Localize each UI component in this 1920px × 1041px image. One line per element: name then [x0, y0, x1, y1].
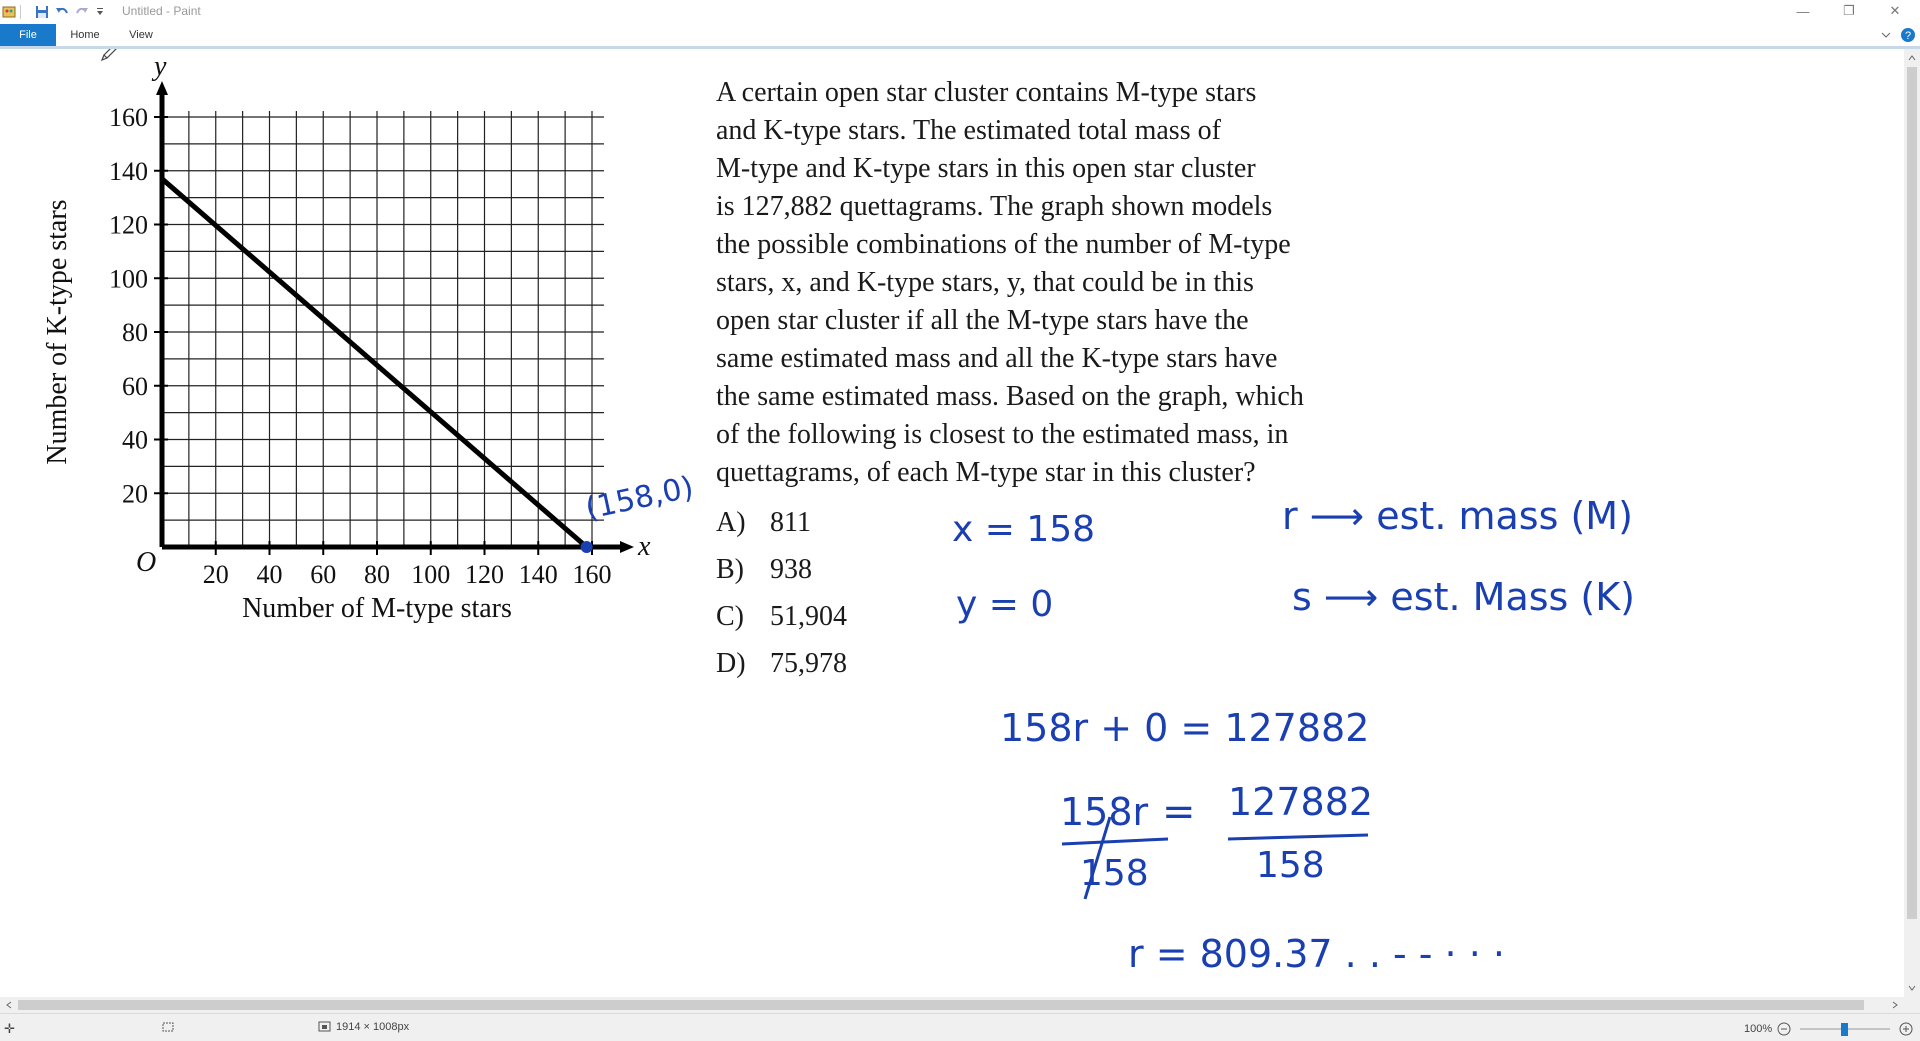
choice-letter: C) — [716, 601, 744, 632]
selection-size — [162, 1021, 176, 1033]
choice-value: 75,978 — [770, 648, 847, 679]
problem-line: quettagrams, of each M-type star in this cluster? — [716, 457, 1256, 488]
ticks — [109, 103, 612, 589]
y-tick-label: 60 — [122, 371, 148, 401]
choice-c — [716, 601, 847, 633]
y-tick-label: 40 — [122, 425, 148, 455]
x-axis-letter: x — [638, 531, 651, 562]
restore-button[interactable] — [1826, 0, 1872, 22]
customize-dropdown-icon[interactable] — [95, 5, 105, 19]
note-fraction-bar-right — [1228, 835, 1368, 839]
note-result: r = 809.37 . . - - · · · — [1128, 932, 1505, 976]
zoom-slider-thumb[interactable] — [1841, 1023, 1848, 1036]
handwritten-notes — [582, 470, 1635, 976]
choice-d — [716, 648, 847, 680]
problem-line: and K-type stars. The estimated total mass of — [716, 115, 1221, 146]
image-dimensions-text: 1914 × 1008px — [336, 1021, 410, 1033]
ribbon-collapse-icon[interactable] — [1880, 29, 1892, 41]
vertical-scroll-thumb[interactable] — [1907, 67, 1917, 919]
scroll-right-icon[interactable] — [1888, 997, 1902, 1013]
zoom-out-icon[interactable] — [1776, 1021, 1792, 1037]
zoom-slider[interactable] — [1796, 1021, 1894, 1037]
note-point-label: (158,0) — [582, 469, 697, 527]
horizontal-scrollbar[interactable] — [0, 997, 1904, 1013]
note-y-eq: y = 0 — [956, 584, 1054, 625]
y-axis-title: Number of K-type stars — [42, 199, 73, 465]
note-r-def: r ⟶ est. mass (M) — [1282, 494, 1633, 538]
series-line — [162, 179, 587, 547]
x-axis-title: Number of M-type stars — [242, 593, 512, 624]
y-tick-label: 80 — [122, 318, 148, 347]
tab-file[interactable]: File — [0, 24, 56, 46]
x-tick-label: 80 — [364, 560, 390, 589]
x-tick-label: 140 — [518, 560, 558, 589]
selection-icon — [162, 1021, 176, 1033]
note-div-left-num: 158r — [1060, 790, 1149, 834]
canvas[interactable] — [0, 49, 1904, 997]
x-tick-label: 60 — [310, 560, 337, 589]
scroll-down-icon[interactable] — [1904, 981, 1920, 995]
zoom-controls — [1744, 1021, 1914, 1037]
choice-letter: D) — [716, 648, 746, 679]
x-tick-label: 160 — [572, 560, 612, 589]
cursor-position — [4, 1021, 15, 1037]
zoom-in-icon[interactable] — [1898, 1021, 1914, 1037]
problem-line: A certain open star cluster contains M-type stars — [716, 77, 1257, 108]
minimize-button[interactable] — [1780, 0, 1826, 22]
y-tick-label: 160 — [109, 103, 148, 132]
note-fraction-bar-left — [1062, 839, 1168, 844]
y-tick-label: 100 — [109, 264, 148, 294]
note-s-def: s ⟶ est. Mass (K) — [1292, 575, 1635, 619]
note-div-right-den: 158 — [1256, 845, 1325, 886]
separator — [20, 5, 21, 19]
pencil-cursor-icon — [102, 49, 119, 60]
note-div-eq: = — [1162, 789, 1196, 835]
close-icon: ✕ — [1889, 3, 1901, 18]
problem-line: open star cluster if all the M-type stars have the — [716, 305, 1249, 336]
x-tick-label: 100 — [411, 560, 451, 589]
y-axis-letter: y — [154, 51, 167, 82]
note-div-left-den: 158 — [1080, 853, 1149, 894]
undo-icon[interactable] — [55, 5, 69, 19]
highlighted-point — [581, 541, 593, 553]
y-tick-label: 120 — [109, 210, 148, 240]
y-axis-arrow — [156, 81, 168, 95]
grid — [162, 111, 604, 547]
tab-view[interactable]: View — [129, 29, 153, 41]
choice-value: 51,904 — [770, 601, 847, 632]
paint-app-icon[interactable] — [2, 5, 16, 19]
problem-text — [716, 74, 1416, 492]
choice-value: 938 — [770, 554, 812, 585]
note-x-eq: x = 158 — [952, 509, 1096, 550]
window-title: Untitled - Paint — [122, 4, 201, 18]
save-icon[interactable] — [35, 5, 49, 19]
y-tick-label: 140 — [109, 156, 148, 186]
status-bar — [0, 1013, 1920, 1041]
choice-a — [716, 507, 811, 539]
scroll-left-icon[interactable] — [2, 997, 16, 1013]
axes — [156, 81, 634, 553]
x-tick-label: 120 — [465, 560, 504, 589]
choice-letter: B) — [716, 554, 744, 585]
choice-b — [716, 554, 812, 586]
x-tick-label: 40 — [256, 560, 283, 589]
scrollbar-corner — [1904, 997, 1920, 1013]
problem-line: M-type and K-type stars in this open star cluster — [716, 153, 1256, 184]
origin-label: O — [136, 547, 157, 578]
ribbon-tabs — [0, 24, 1920, 46]
problem-line: same estimated mass and all the K-type stars have — [716, 343, 1278, 374]
x-axis-arrow — [620, 541, 634, 553]
problem-line: is 127,882 quettagrams. The graph shown models — [716, 191, 1273, 222]
tab-home[interactable]: Home — [70, 29, 100, 41]
x-tick-label: 20 — [202, 560, 229, 589]
zoom-level: 100% — [1744, 1023, 1773, 1035]
close-button[interactable] — [1872, 0, 1918, 22]
image-dimensions — [318, 1021, 409, 1033]
title-bar — [0, 0, 1920, 24]
redo-icon[interactable] — [75, 5, 89, 19]
problem-line: the possible combinations of the number of M-type — [716, 229, 1291, 260]
help-icon[interactable] — [1900, 27, 1916, 43]
scroll-up-icon[interactable] — [1904, 51, 1920, 65]
problem-line: of the following is closest to the estimated mass, in — [716, 419, 1289, 450]
choice-letter: A) — [716, 507, 746, 538]
crosshair-icon: ✛ — [4, 1021, 15, 1036]
image-size-icon — [318, 1021, 332, 1033]
restore-icon: ❐ — [1843, 3, 1855, 18]
note-equation: 158r + 0 = 127882 — [1000, 706, 1370, 750]
svg-text:?: ? — [1904, 30, 1912, 42]
problem-line: stars, x, and K-type stars, y, that could be in this — [716, 267, 1254, 298]
chart — [42, 51, 651, 624]
horizontal-scroll-thumb[interactable] — [18, 1000, 1864, 1010]
y-tick-label: 20 — [122, 479, 148, 509]
minimize-icon: — — [1796, 3, 1810, 19]
quick-access-toolbar — [2, 3, 105, 21]
vertical-scrollbar[interactable] — [1904, 49, 1920, 997]
note-div-right-num: 127882 — [1228, 780, 1374, 824]
problem-line: the same estimated mass. Based on the graph, which — [716, 381, 1304, 412]
choice-value: 811 — [770, 507, 811, 538]
